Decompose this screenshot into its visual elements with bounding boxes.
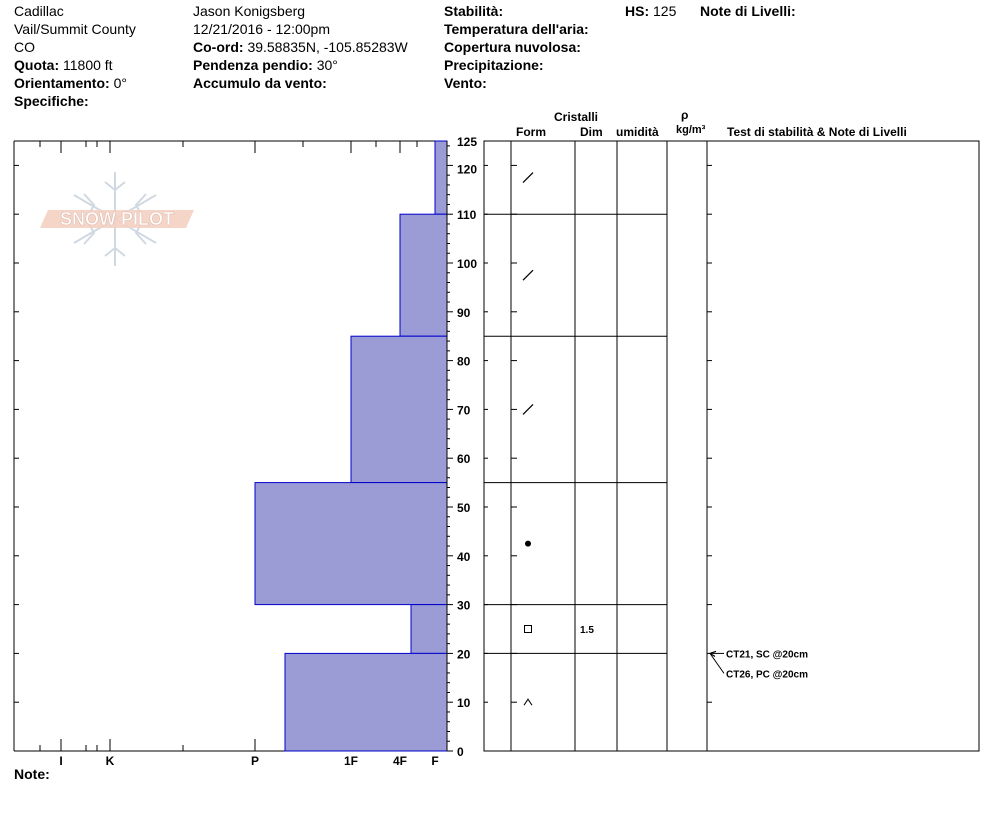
observation-datetime: 12/21/2016 - 12:00pm — [193, 21, 330, 37]
snowpilot-logo — [40, 172, 194, 266]
elevation-label: Quota: — [14, 57, 60, 73]
height-tick-label: 40 — [457, 549, 471, 564]
height-tick-label: 20 — [457, 647, 471, 662]
height-tick-label: 0 — [457, 745, 464, 759]
size-header: Dim — [580, 125, 603, 139]
wind-label: Vento: — [444, 75, 487, 91]
coords-value: 39.58835N, -105.85283W — [247, 39, 408, 55]
height-tick-label: 125 — [457, 135, 478, 149]
hardness-scale-label: F — [431, 754, 439, 768]
location-name: Cadillac — [14, 3, 64, 19]
grain-form-symbol — [525, 541, 531, 547]
height-tick-label: 100 — [457, 257, 478, 271]
stability-test-note: CT21, SC @20cm — [726, 649, 809, 661]
wind-loading-label: Accumulo da vento: — [193, 75, 327, 91]
grain-form-symbol — [523, 270, 533, 280]
hardness-scale-label: I — [59, 754, 63, 768]
hardness-scale-label: 1F — [343, 754, 359, 768]
hs-value: 125 — [653, 3, 677, 19]
rho-header: ρ — [681, 108, 689, 122]
hardness-scale-label: 4F — [392, 754, 408, 768]
hardness-bar — [411, 605, 447, 654]
aspect-label: Orientamento: — [14, 75, 110, 91]
height-tick-label: 120 — [457, 162, 478, 177]
slope-value: 30° — [316, 57, 338, 73]
cloud-cover-label: Copertura nuvolosa: — [444, 39, 581, 55]
height-tick-label: 10 — [457, 696, 471, 711]
notes-label: Note: — [14, 766, 50, 782]
grain-form-symbol — [523, 173, 533, 183]
observer-name: Jason Konigsberg — [193, 3, 306, 19]
hs-label: HS: — [625, 3, 650, 19]
coords-label: Co-ord: — [193, 39, 244, 55]
hardness-bar — [400, 214, 447, 336]
grain-form-symbol — [525, 626, 532, 633]
hardness-bar — [351, 336, 447, 482]
stability-label: Stabilità: — [444, 3, 504, 19]
tests-header: Test di stabilità & Note di Livelli — [727, 125, 907, 139]
location-state: CO — [14, 39, 35, 55]
stability-test-note: CT26, PC @20cm — [726, 669, 809, 681]
grain-form-symbol — [524, 699, 532, 705]
hardness-bar — [285, 653, 447, 751]
density-unit-header: kg/m³ — [676, 124, 706, 136]
height-tick-label: 90 — [457, 305, 471, 320]
height-tick-label: 70 — [457, 403, 471, 418]
crystals-header: Cristalli — [554, 110, 599, 124]
hardness-scale-label: P — [250, 754, 260, 768]
height-tick-label: 50 — [457, 501, 471, 515]
air-temp-label: Temperatura dell'aria: — [444, 21, 589, 37]
precip-label: Precipitazione: — [444, 57, 544, 73]
height-tick-label: 30 — [457, 598, 471, 613]
stability-test-leader — [710, 653, 724, 673]
height-tick-label: 110 — [457, 208, 477, 223]
hardness-scale-label: K — [105, 754, 115, 768]
grain-form-symbol — [523, 404, 533, 414]
logo-text: SNOW PILOT — [60, 209, 174, 229]
hardness-bar — [435, 141, 447, 214]
height-tick-label: 80 — [457, 354, 471, 369]
location-range: Vail/Summit County — [14, 21, 136, 37]
elevation-value: 11800 ft — [63, 57, 113, 73]
form-header: Form — [516, 125, 546, 139]
moisture-header: umidità — [616, 125, 659, 139]
grain-size-value: 1.5 — [580, 625, 594, 636]
slope-label: Pendenza pendio: — [193, 57, 313, 73]
height-tick-label: 60 — [457, 452, 471, 467]
hardness-bar — [255, 483, 447, 605]
specifics-label: Specifiche: — [14, 93, 89, 109]
layer-notes-label: Note di Livelli: — [700, 3, 796, 19]
aspect-value: 0° — [113, 75, 127, 91]
